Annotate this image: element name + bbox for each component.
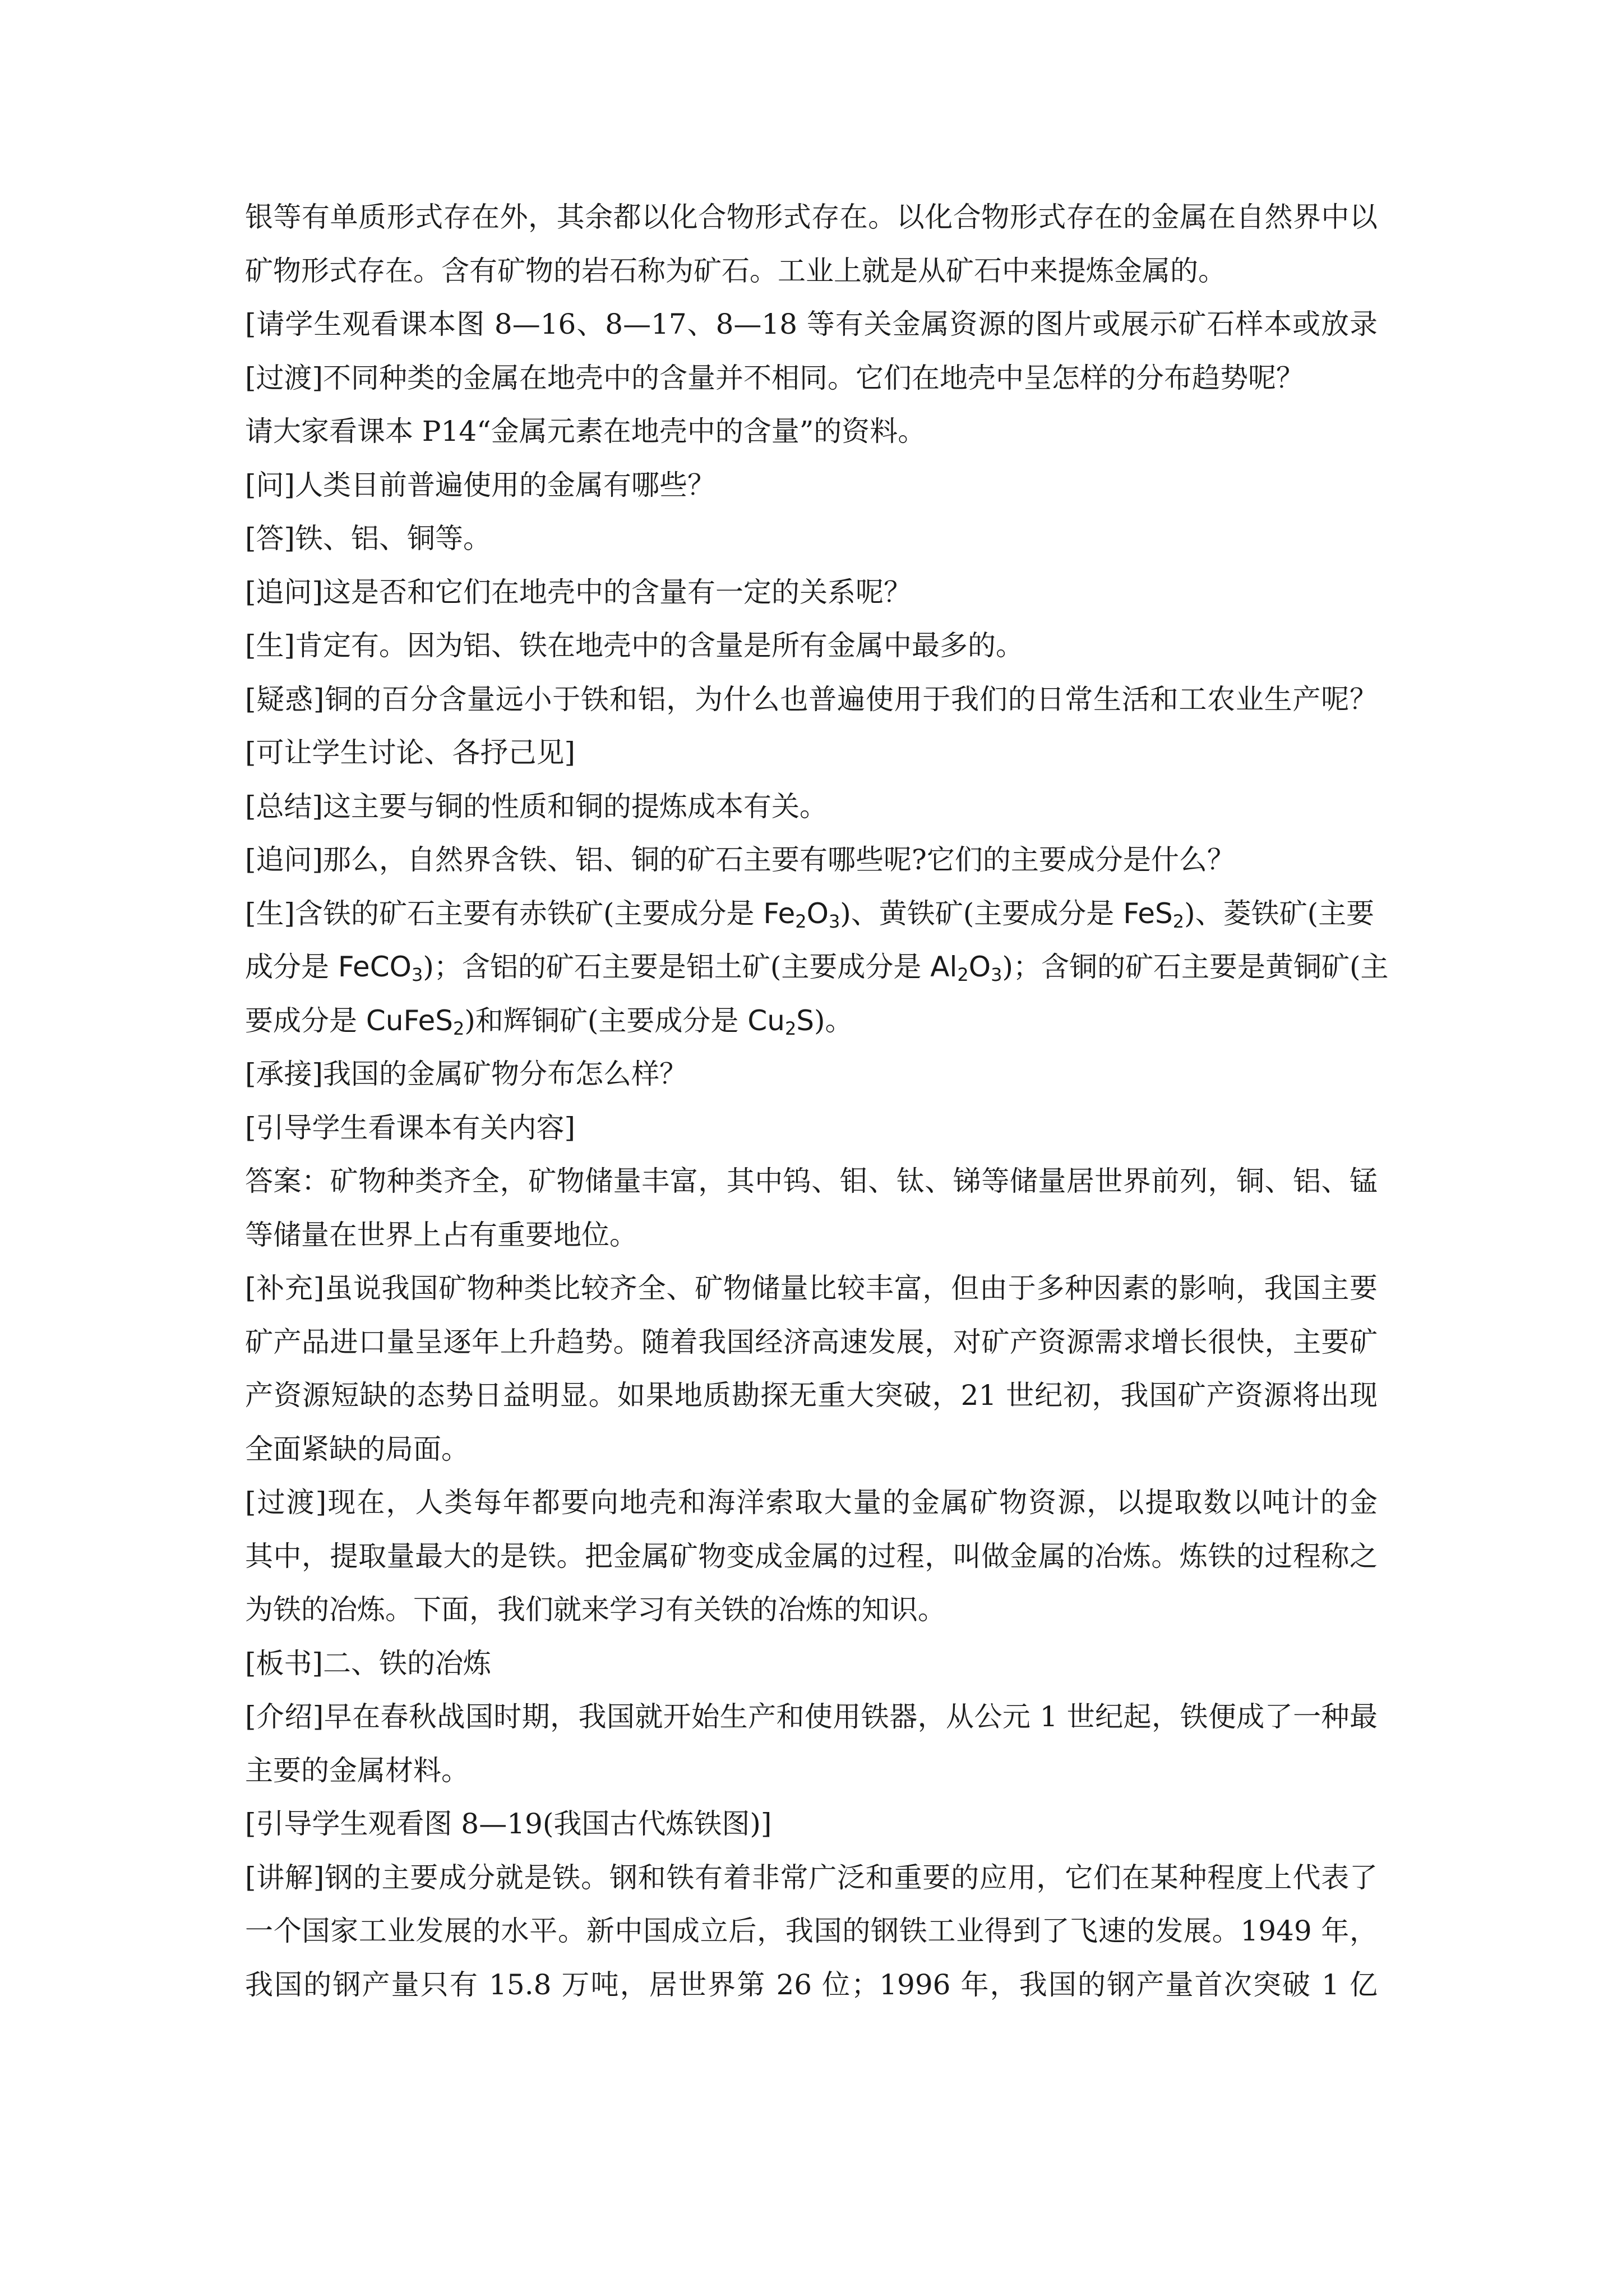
formula-al2o3: $Al_2O_3$ (930, 951, 1002, 985)
text-line: [请学生观看课本图 8—16、8—17、8—18 等有关金属资源的图片或展示矿石样本或放录 (245, 308, 1378, 340)
ore-text-line: 要成分是 CuFeS$_2$)和辉铜矿(主要成分是 $Cu_2S$)。 (245, 1004, 853, 1039)
text-line: [引导学生看课本有关内容] (245, 1111, 576, 1144)
text-line: [补充]虽说我国矿物种类比较齐全、矿物储量比较丰富，但由于多种因素的影响，我国主要 (245, 1272, 1378, 1304)
ore-text-line: [生]含铁的矿石主要有赤铁矿(主要成分是 $Fe_2O_3$)、黄铁矿(主要成分是 FeS$_2$)、菱铁矿(主要 (245, 897, 1375, 932)
text-line: 矿物形式存在。含有矿物的岩石称为矿石。工业上就是从矿石中来提炼金属的。 (245, 254, 1226, 287)
text-line: [引导学生观看图 8—19(我国古代炼铁图)] (245, 1808, 772, 1840)
text-line: [介绍]早在春秋战国时期，我国就开始生产和使用铁器，从公元 1 世纪起，铁便成了一种最 (245, 1700, 1378, 1733)
text-line: 全面紧缺的局面。 (245, 1432, 469, 1465)
text-line: [答]铁、铝、铜等。 (245, 522, 492, 555)
text-line: 银等有单质形式存在外，其余都以化合物形式存在。以化合物形式存在的金属在自然界中以 (245, 201, 1378, 233)
text-line: [疑惑]铜的百分含量远小于铁和铝，为什么也普遍使用于我们的日常生活和工农业生产呢？ (245, 683, 1378, 716)
formula-fes2: FeS$_2$ (1123, 897, 1185, 932)
text-line: 一个国家工业发展的水平。新中国成立后，我国的钢铁工业得到了飞速的发展。1949 年， (245, 1915, 1378, 1947)
formula-cufes2: CuFeS$_2$ (366, 1004, 465, 1039)
text-line: [过渡]现在，人类每年都要向地壳和海洋索取大量的金属矿物资源，以提取数以吨计的金 (245, 1486, 1378, 1519)
text-line: 我国的钢产量只有 15.8 万吨，居世界第 26 位；1996 年，我国的钢产量首次突破 1 亿 (245, 1968, 1378, 2001)
text-line: [总结]这主要与铜的性质和铜的提炼成本有关。 (245, 790, 828, 823)
text-line: 其中，提取量最大的是铁。把金属矿物变成金属的过程，叫做金属的冶炼。炼铁的过程称之 (245, 1539, 1378, 1573)
document-page (245, 191, 1389, 2012)
text-line: [可让学生讨论、各抒己见] (245, 736, 576, 769)
ore-text-line: 成分是 FeCO$_3$)；含铝的矿石主要是铝土矿(主要成分是 $Al_2O_3$)；含铜的矿石主要是黄铜矿(主 (245, 951, 1389, 985)
text-line: [生]肯定有。因为铝、铁在地壳中的含量是所有金属中最多的。 (245, 629, 1024, 662)
text-line: [追问]这是否和它们在地壳中的含量有一定的关系呢？ (245, 575, 912, 608)
text-line: 产资源短缺的态势日益明显。如果地质勘探无重大突破，21 世纪初，我国矿产资源将出现 (245, 1379, 1378, 1412)
text-line: [追问]那么，自然界含铁、铝、铜的矿石主要有哪些呢?它们的主要成分是什么？ (245, 843, 1235, 876)
text-line: 矿产品进口量呈逐年上升趋势。随着我国经济高速发展，对矿产资源需求增长很快，主要矿 (245, 1325, 1378, 1358)
text-line: 答案：矿物种类齐全，矿物储量丰富，其中钨、钼、钛、锑等储量居世界前列，铜、铝、锰 (245, 1165, 1378, 1197)
formula-fe2o3: $Fe_2O_3$ (763, 897, 840, 932)
formula-feco3: FeCO$_3$ (338, 951, 423, 985)
formula-cu2s: $Cu_2S$ (747, 1004, 815, 1039)
text-line: [承接]我国的金属矿物分布怎么样？ (245, 1058, 688, 1090)
text-line: [问]人类目前普遍使用的金属有哪些？ (245, 468, 716, 501)
text-line: 等储量在世界上占有重要地位。 (245, 1218, 637, 1251)
text-line: 为铁的冶炼。下面，我们就来学习有关铁的冶炼的知识。 (245, 1593, 946, 1626)
text-line: [板书]二、铁的冶炼 (245, 1647, 492, 1680)
text-line: [讲解]钢的主要成分就是铁。钢和铁有着非常广泛和重要的应用，它们在某种程度上代表了 (245, 1861, 1378, 1894)
text-line: 请大家看课本 P14“金属元素在地壳中的含量”的资料。 (245, 415, 926, 448)
text-line: [过渡]不同种类的金属在地壳中的含量并不相同。它们在地壳中呈怎样的分布趋势呢？ (245, 361, 1305, 394)
text-line: 主要的金属材料。 (245, 1754, 469, 1787)
